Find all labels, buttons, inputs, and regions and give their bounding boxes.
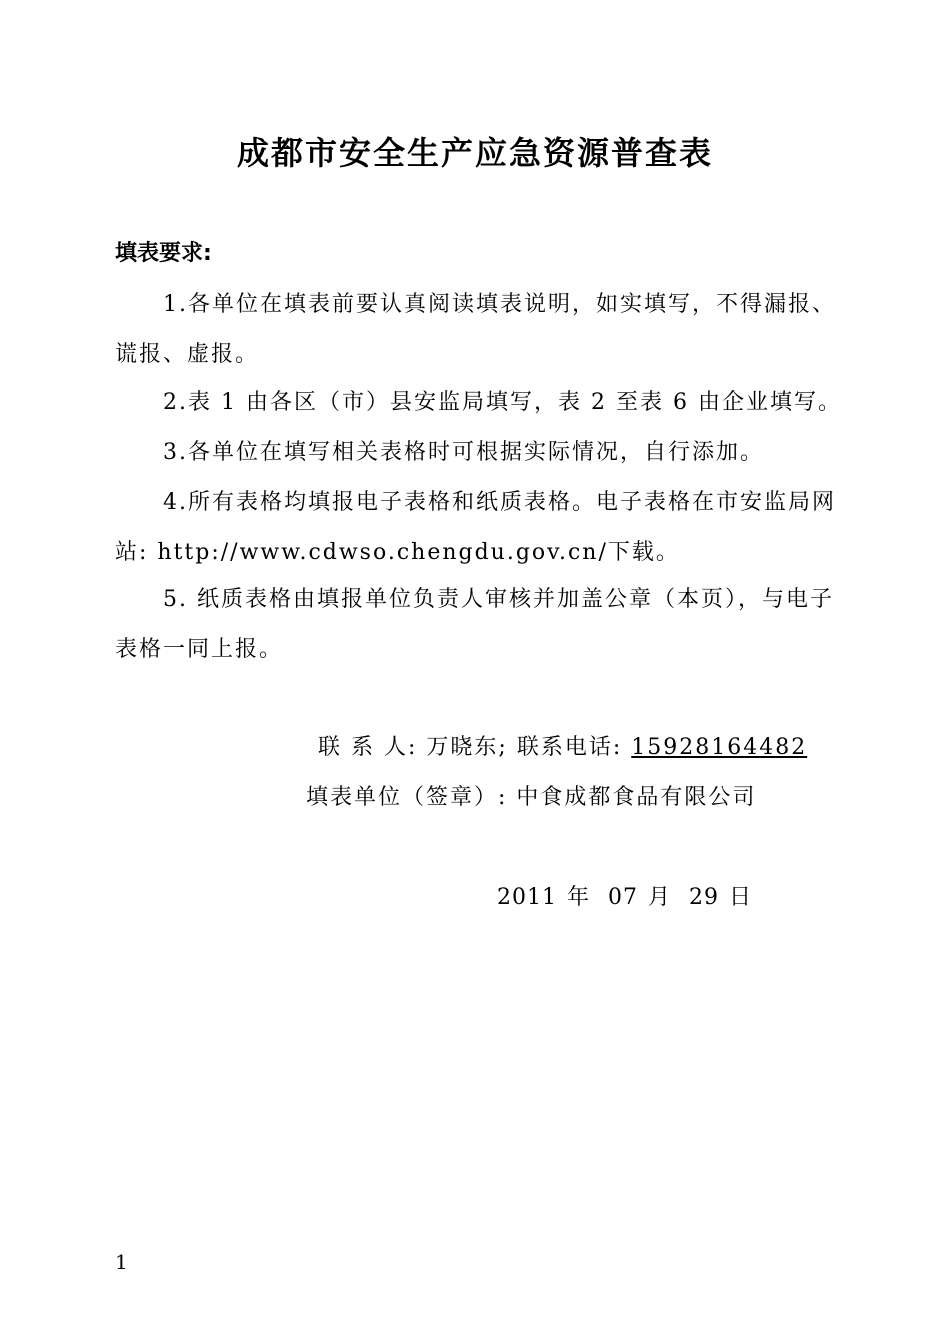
- date-day: 29: [689, 885, 720, 910]
- date-month-unit: 月: [648, 885, 672, 910]
- phone-number: 15928164482: [631, 735, 808, 760]
- phone-label: 联系电话:: [516, 735, 623, 760]
- requirement-item-2: 2.表 1 由各区（市）县安监局填写，表 2 至表 6 由企业填写。: [163, 390, 842, 415]
- requirements-heading: 填表要求:: [115, 241, 212, 266]
- unit-line: [306, 780, 756, 811]
- contact-label: 联 系 人:: [318, 735, 418, 760]
- requirement-item-1: 1.各单位在填表前要认真阅读填表说明，如实填写，不得漏报、谎报、虚报。: [115, 292, 836, 367]
- requirement-item-5: 5. 纸质表格由填报单位负责人审核并加盖公章（本页），与电子表格一同上报。: [115, 587, 834, 662]
- page-title: 成都市安全生产应急资源普查表: [236, 134, 713, 172]
- unit-name: 中食成都食品有限公司: [516, 785, 757, 810]
- contact-name: 万晓东;: [426, 735, 508, 760]
- requirement-item-4: 4.所有表格均填报电子表格和纸质表格。电子表格在市安监局网站: http://www.cdwso.chengdu.gov.cn/下载。: [115, 490, 836, 565]
- date-line: [497, 880, 762, 911]
- date-month: 07: [608, 885, 639, 910]
- page-number: 1: [115, 1250, 128, 1274]
- date-year-unit: 年: [567, 885, 591, 910]
- unit-label: 填表单位（签章）:: [306, 785, 508, 810]
- requirement-item-3: 3.各单位在填写相关表格时可根据实际情况，自行添加。: [163, 440, 764, 465]
- contact-line: [318, 730, 807, 761]
- date-day-unit: 日: [729, 885, 753, 910]
- date-year: 2011: [497, 885, 557, 910]
